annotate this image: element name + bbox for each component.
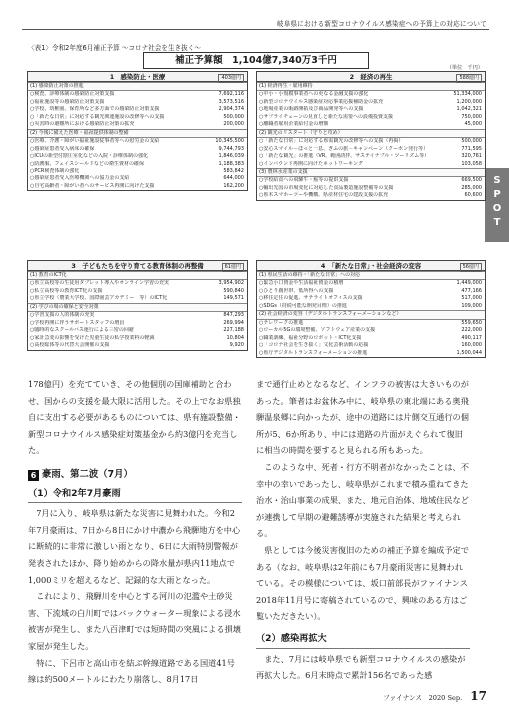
table-row [28,175,247,182]
row-value: 10,345,500 [215,138,244,145]
right-text-column [256,376,470,684]
page-footer [383,689,487,703]
row-label: ○自宅高齢者・障がい者へのサービス再開に向けた支援 [30,182,155,189]
row-value: 45,000 [464,121,482,128]
table-header [257,72,485,82]
table-row [257,335,485,342]
row-label: ○「新たな日常」に対応する観光関連施設の改修等への支援 [30,113,165,120]
table-row [28,106,247,113]
row-value: 200,000 [223,121,244,128]
row-value: 2,904,374 [218,106,244,113]
row-label: ○「新たな日常」に対応する県需観光の改修等への支援（再掲） [259,138,404,145]
row-value: 1,846,039 [218,153,244,160]
table-row [28,99,247,106]
row-label: ○テレワークの推進 [259,319,304,326]
spot-letter: T [493,217,501,228]
row-value: 3,954,902 [218,280,244,287]
table-row [28,183,247,190]
row-label: ○感染症患者受入病床の確保 [30,145,95,152]
table-row [257,295,485,302]
row-label: ○中小・小規模事業者への更なる金融支援の強化 [259,91,369,98]
table-row [257,342,485,349]
table-title: 3 子どもたちを守り育てる教育体制の再整備 [71,262,204,270]
row-label: ○「新たな観光」の推進（VR、範囲誘拝、サステイナブル・ツーリズム等） [259,153,430,160]
table-row [28,320,247,327]
paragraph: 県としては今後災害復旧のための補正予算を編成予定である（なお、岐阜県は2年前にも7月豪雨災害に見舞われている。その模様については、坂口前部長がファイナンス2018年11月号に寄稿されているので、興味のある方はご覧いただきたい）。 [256,544,469,622]
paragraph: 特に、下呂市と高山市を結ぶ幹線道路である国道41号線は約500メートルにわたり崩落し、8月17日 [28,657,235,685]
row-label: ○感染症患者受入医療機関への協力金の支給 [30,175,130,182]
paragraph: 7月に入り、岐阜県は新たな災害に見舞われた。今和2年7月豪雨は、7日から8日にかけ中濃から飛騨地方を中心に断続的に非常に激しい雨となり、6日に大雨特別警報が発表されたほか、降り始めからの降水量が県内11地点で1,000ミリを超えるなど、記録的な大雨となった。 [28,508,241,585]
row-value: 3,573,516 [218,98,244,105]
row-value: 490,117 [461,334,482,341]
left-text-column [28,376,242,688]
table-row [257,280,485,287]
row-label: ○防護服、フェイスシールドなどの衛生資材の確保 [30,160,144,167]
table-row [257,138,485,145]
budget-table-new-normal [256,260,486,358]
table-title: 4 「新たな日常」・社会経済の変容 [320,262,422,270]
row-label: ○臨時的なスクールバス運行による三密の回避 [30,327,134,334]
table-subsection: (2) 観光のリスタート（守りと攻め） [257,129,485,138]
table-row [257,177,485,184]
row-value: 669,500 [461,177,482,184]
table-subsection: (1) 教育のICT化 [28,271,247,280]
row-value: 51,334,000 [453,91,482,98]
row-label: ○私立高校等の教育ICT化の支援 [30,287,103,294]
row-label: ○安心スマイル－ほっと一息、ぎふの旅－キャンペーン（クーポン発行等） [259,145,429,152]
row-label: ○学校再開に伴うサポートスタッフの増員 [30,319,125,326]
table-row [28,146,247,153]
row-value: 1,500,044 [456,349,482,356]
subsection-title: （2）感染再拡大 [256,631,470,649]
table-row [257,185,485,192]
row-value: 162,200 [223,182,244,189]
row-value: 1,188,383 [218,160,244,167]
row-label: ○県立学校（農業大学校、国際園芸アカデミー 等）のICT化 [30,295,168,302]
row-label: ○インバウンド再開に向けたネットワーキング [259,160,363,167]
section-heading [28,467,242,484]
table-row [257,350,485,357]
row-label: ○ローカル5Gの環境整備、ソフトウェア産業の支援 [259,327,376,334]
table-subsection: (1) 県民生活の維持・「新たな日常」への対応 [257,271,485,280]
unit-label: （単位 千円） [446,65,483,71]
budget-table-education [27,260,248,351]
running-header: 岐阜県における新型コロナウイルス感染症への予算上の対応について [276,20,487,28]
table-row [257,192,485,199]
table-row [28,342,247,349]
table-row [257,146,485,153]
row-label: ○移住定住の促進、サテライトオフィスの支援 [259,295,363,302]
table-row [257,114,485,121]
table-row [257,106,485,113]
paragraph: これにより、飛騨川を中心とする河川の氾濫や土砂災害、下流域の白川町ではバックウォーター現象による浸水被害が発生し、また八百津町では短時間の突風による損壊家屋が発生した。 [28,591,241,651]
row-value: 1,042,321 [456,106,482,113]
row-label: ○学習支援の人的体制の充実 [30,312,95,319]
table-row [257,161,485,168]
row-value: 500,000 [223,113,244,120]
table-row [28,295,247,302]
row-label: ○地場産業の販路開拓及び商品開発等への支援 [259,106,364,113]
row-label: ○学校給食への飛騨牛・鮎等の提供支援 [259,177,349,184]
row-value: 590,840 [223,287,244,294]
row-label: ○新型コロナウイルス感染症対応事業応援補助金の拡充 [259,98,384,105]
row-label: ○県木スマホーツーや機構、県産材住宅の建設支援の拡充 [259,192,389,199]
table-row [257,121,485,128]
row-label: ○福祉施設等の感染防止対策支援 [30,98,105,105]
page-number: 17 [470,689,487,703]
table-row [28,312,247,319]
paragraph: まで通行止めとなるなど、インフラの被害は大きいものがあった。筆者はお盆休み中に、岐阜県の東北端にある奥飛騨温泉郷に向かったが、途中の道路には片側交互通行の個所が5、6か所あり、中には道路の片面がえぐられて復旧に相当の時間を要すると見られる所もあった。 [256,379,469,456]
table-amount-badge: 588億円 [456,74,482,83]
table-row [257,320,485,327]
table-subsection: (2) 社会経済の変容（デジタルトランスフォーメーションなど） [257,310,485,319]
table-row [28,288,247,295]
table-amount-badge: 403億円 [218,74,244,83]
row-label: ○SDGs（持続可能な開発目標）の推進 [259,302,347,309]
spot-letter: P [493,189,501,200]
table-row [28,153,247,160]
row-label: ○PCR検査体制の強化 [30,167,80,174]
total-budget-box: 補正予算額 1,104億7,340万3千円 [143,52,369,69]
row-value: 9,920 [229,342,244,349]
row-label: ○災害時の避難所における感染防止対策の拡充 [30,121,135,128]
table-row [257,99,485,106]
spot-letter: S [493,175,501,186]
table-title: 2 経済の再生 [349,73,393,81]
row-value: 7,692,116 [218,91,244,98]
table-header [257,261,485,271]
row-label: ○ひとり親世帯、低所得への支援 [259,287,334,294]
table-row [28,114,247,121]
table-header [28,261,247,271]
table-row [257,327,485,334]
table-row [257,91,485,98]
table-row [257,288,485,295]
row-label: ○サプライチェーンの見直しと新たな需要への設備投資支援 [259,113,393,120]
spot-letter: O [492,203,502,214]
table-subsection: (2) 学びの場の確保と安全対策 [28,303,247,312]
section-number-badge: 6 [28,470,39,481]
row-label: ○離職者雇用企業給付金の増額 [259,121,329,128]
row-value: 1,449,000 [456,280,482,287]
row-value: 750,000 [461,113,482,120]
row-value: 583,842 [223,167,244,174]
row-value: 160,000 [461,342,482,349]
header-rule [22,29,489,30]
row-value: 320,761 [461,153,482,160]
paragraph: 178億円）を充てていき、その他個別の国庫補助と合わせ、国からの支援を最大限に活用した。その上でなお県独自に支出する必要があるものについては、県有施設整備・新型コロナウイルス感染症対策基金から約3億円を充当した。 [28,379,241,456]
row-label: ○県庁デジタルトランスフォーメーションの推進 [259,349,368,356]
row-label: ○緊急小口資金や生活福祉資金の積増 [259,280,344,287]
row-label: ○検査、診療体制の感染防止対策支援 [30,91,115,98]
row-value: 149,571 [223,295,244,302]
table-row [28,161,247,168]
row-value: 500,000 [461,138,482,145]
row-value: 1,200,000 [456,98,482,105]
table-row [28,280,247,287]
row-value: 517,000 [461,295,482,302]
row-value: 644,000 [223,175,244,182]
table-row [28,168,247,175]
table-row [28,327,247,334]
row-label: ○輸出先国の市場変化に対応した食品製造施設整備等の支援 [259,184,394,191]
row-label: ○「コロナ社会を生き抜く」文化芸術活動の応援 [259,342,369,349]
table-subsection: (2) 今後に備えた医療・福祉提供体制の整備 [28,129,247,138]
row-label: ○家計急変の影響を受けた児童生徒の私学授業料の軽減 [30,334,155,341]
row-label: ○高校総体等の代替大会開催の支援 [30,342,110,349]
row-label: ○職業訓練、福祉分野のロボット・ICT化支援 [259,334,362,341]
table-subsection: (3) 農林水産業の支援 [257,168,485,177]
table-row [28,138,247,145]
row-label: ○医療、介護・障がい福祉施設従事者等への慰労金の支給 [30,138,160,145]
row-value: 269,994 [223,319,244,326]
table-row [257,303,485,310]
table-row [28,121,247,128]
row-value: 227,188 [223,327,244,334]
table-row [257,153,485,160]
row-value: 9,744,793 [218,145,244,152]
row-label: ○県立高校等の生徒用タブレット導入やオンライン学習の充実 [30,280,169,287]
table-row [28,335,247,342]
paragraph: このような中、死者・行方不明者がなかったことは、不幸中の幸いであったし、岐阜県がこれまで積み重ねてきた治水・治山事業の成果、また、地元自治体、地域住民などが連携して早期の避難誘導が実施された結果と考えられる。 [256,461,469,539]
table-amount-badge: 56億円 [460,263,482,272]
table-amount-badge: 61億円 [222,263,244,272]
row-value: 285,000 [461,184,482,191]
row-value: 771,595 [461,145,482,152]
budget-table-infection-medical [27,71,248,191]
spot-section-tab [485,168,509,242]
table-title: 1 感染防止・医療 [109,73,166,81]
row-value: 477,166 [461,287,482,294]
budget-table-economy [256,71,486,201]
row-value: 109,000 [461,302,482,309]
row-value: 559,650 [461,319,482,326]
row-value: 10,804 [226,334,244,341]
magazine-name: ファイナンス 2020 Sep. [383,694,463,702]
subsection-title: （1）令和2年7月豪雨 [28,486,242,504]
table-caption: 〈表1〉令和2年度6月補正予算 〜コロナ社会を生き抜く〜 [28,44,201,52]
row-label: ○学校、幼稚園、保育所など多方面での感染防止対策支援 [30,106,160,113]
table-subsection: (1) 感染防止対策の推進 [28,82,247,91]
row-value: 60,600 [464,192,482,199]
table-row [28,91,247,98]
paragraph: また、7月には岐阜県でも新型コロナウイルスの感染が再拡大した。6月末時点で累計156名であった感 [256,653,466,681]
row-value: 222,000 [461,327,482,334]
row-value: 847,293 [223,312,244,319]
section-title: 豪雨、第二波（7月） [42,468,133,480]
row-value: 103,058 [461,160,482,167]
row-label: ○ICUの新型付陰圧室化などの入院・診療体制の強化 [30,153,148,160]
table-header [28,72,247,82]
table-subsection: (1) 経済再生・雇用維持 [257,82,485,91]
